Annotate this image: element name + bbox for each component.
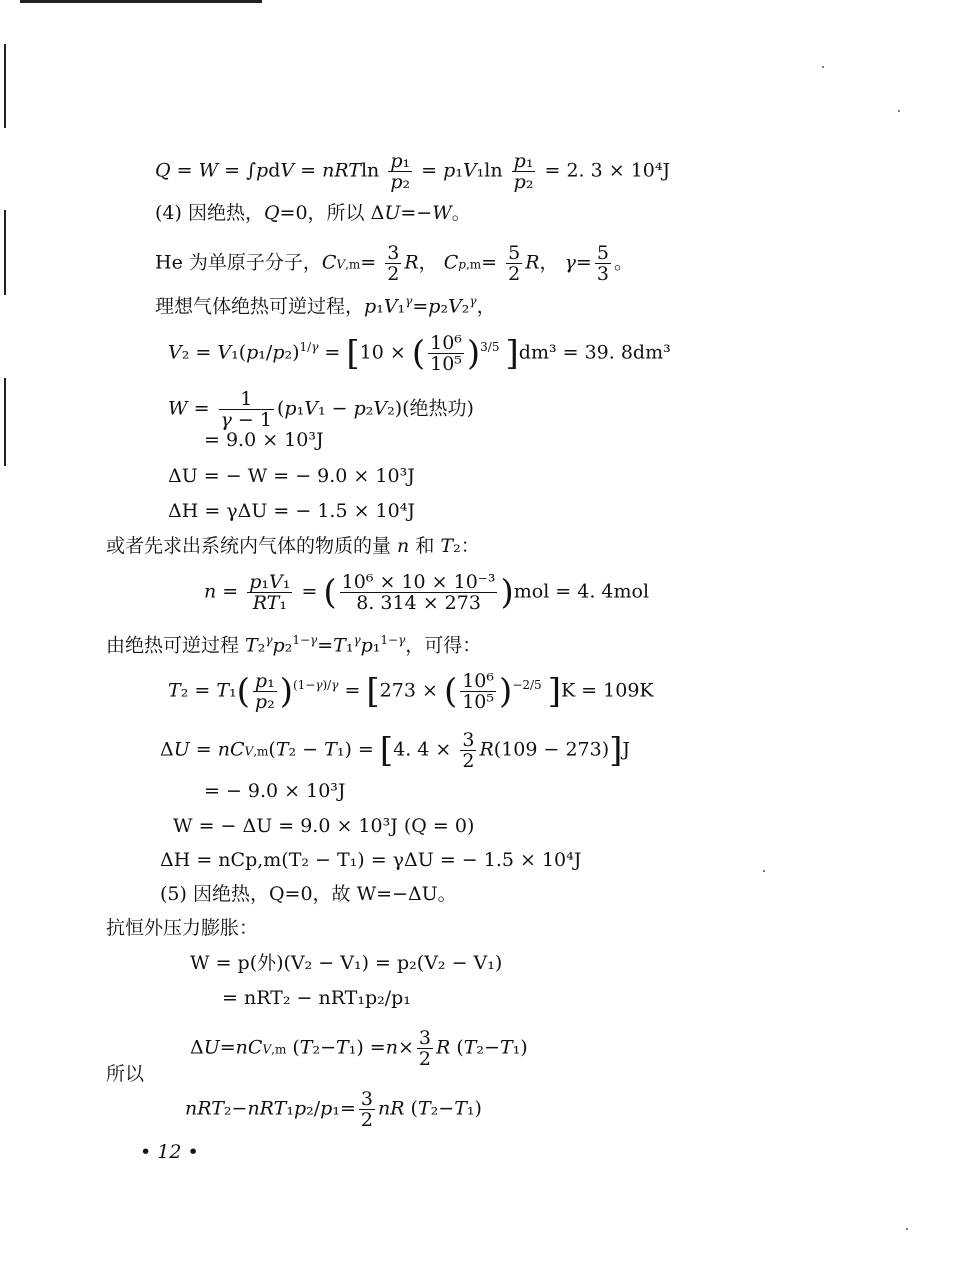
page-number: • 12 • (140, 1141, 199, 1163)
scan-speck (898, 110, 900, 112)
text-line: 理想气体绝热可逆过程，p₁V₁$^\gamma$=p₂V₂$^\gamma$， (155, 294, 496, 318)
scan-speck (822, 66, 824, 68)
text-line: 所以 (106, 1063, 145, 1085)
scan-left-edge-mark (4, 378, 6, 466)
text-line: (5) 因绝热，Q=0，故 W=−ΔU。 (160, 883, 457, 905)
equation-line: nRT₂−nRT₁p₂/p₁= $\frac{3}{2}$ nR (T₂−T₁) (185, 1088, 482, 1131)
equation-line: W = $\frac{1}{\gamma - 1}$ (p₁V₁ − p₂V₂)(绝热功) (168, 388, 474, 431)
equation-line: W = − ΔU = 9.0 × 10³J (Q = 0) (173, 815, 475, 837)
text-line: 或者先求出系统内气体的物质的量 n 和 T₂： (106, 535, 480, 557)
equation-line: ΔU=nCV,m (T₂−T₁) =n× $\frac{3}{2}$ R (T₂−T₁) (190, 1027, 528, 1070)
scan-speck (763, 870, 765, 872)
equation-line: ΔU = nCV,m(T₂ − T₁) = [4. 4 × $\frac{3}{2}$ R(109 − 273)]J (160, 729, 631, 772)
equation-line: ΔH = nCp,m(T₂ − T₁) = γΔU = − 1.5 × 10⁴J (160, 849, 582, 871)
equation-line: n = $\frac{\text{p₁V₁}}{\text{RT₁}}$ = ( $\frac{\text{10⁶ × 10 × 10⁻³}}{8. 314 \times 273}$ )mol = 4. 4mol (204, 571, 650, 614)
equation-line: = 9.0 × 10³J (204, 429, 324, 451)
equation-line: ΔH = γΔU = − 1.5 × 10⁴J (168, 500, 415, 522)
text-line: (4) 因绝热，Q=0，所以 ΔU=−W。 (155, 202, 471, 224)
scan-top-edge (20, 0, 262, 3)
equation-line: Q = W = ∫pdV = nRTln $\frac{\text{p₁}}{\text{p₂}}$ = p₁V₁ln $\frac{\text{p₁}}{\text{p₂}}$ = 2. 3 × 10⁴J (155, 150, 671, 193)
equation-line: T₂ = T₁( $\frac{\text{p₁}}{\text{p₂}}$ )$^{(1-\gamma)/\gamma}$ = [273 × ( $\frac{\text{10⁶}}{\text{10⁵}}$ )$^{-2/5}$ ]K = 109K (168, 670, 654, 713)
equation-line: ΔU = − W = − 9.0 × 10³J (168, 465, 415, 487)
scan-left-edge-mark (4, 44, 6, 128)
equation-line: W = p(外)(V₂ − V₁) = p₂(V₂ − V₁) (190, 952, 503, 974)
text-line: 抗恒外压力膨胀： (106, 917, 259, 939)
equation-line: He 为单原子分子，CV,m= $\frac{3}{2}$ R， Cp,m= $\frac{5}{2}$ R， γ= $\frac{5}{3}$ 。 (155, 242, 633, 285)
scan-speck (906, 1228, 908, 1230)
scan-left-edge-mark (4, 210, 6, 295)
equation-line: = nRT₂ − nRT₁p₂/p₁ (222, 987, 411, 1009)
text-line: 由绝热可逆过程 T₂$^\gamma$p₂$^{1-\gamma}$=T₁$^\gamma$p₁$^{1-\gamma}$，可得： (106, 633, 482, 657)
equation-line: $V_2 = V_1(p_1/p_2)^{1/\gamma} = [10$ × ( $\frac{\text{10⁶}}{\text{10⁵}}$ )$^{3/5}$ ]dm³ = 39. 8dm³ (168, 332, 671, 375)
equation-line: = − 9.0 × 10³J (204, 780, 346, 802)
